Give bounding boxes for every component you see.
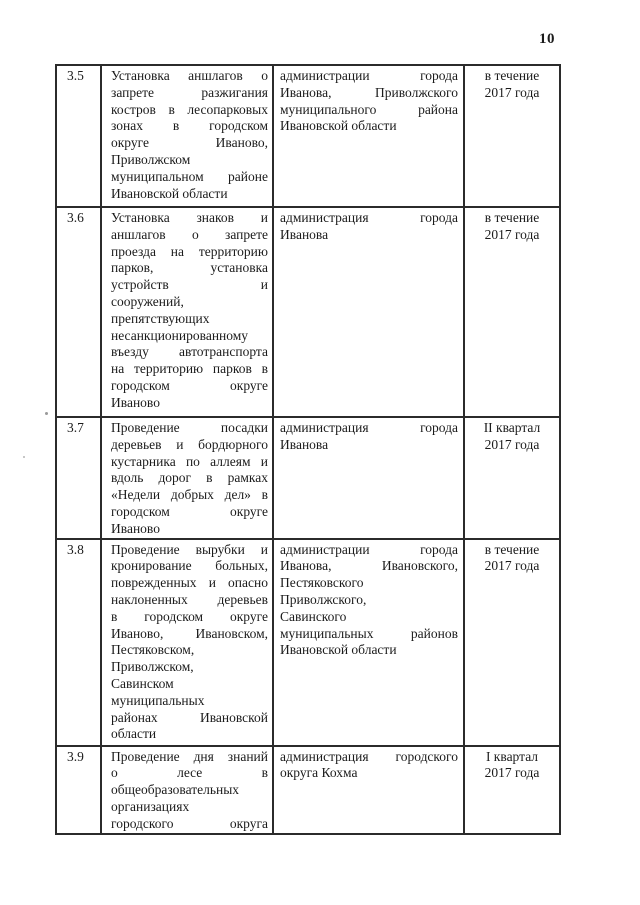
text-line: 2017 года [484, 84, 540, 100]
task-description-cell [101, 207, 273, 417]
text-line: зонах в городском [111, 118, 268, 134]
text-line: 2017 года [484, 436, 540, 452]
text-line: несанкционированному [111, 327, 249, 343]
text-line: I квартал [485, 748, 539, 764]
text-line: Приволжском [111, 151, 191, 167]
text-line: на территорию парков в [111, 361, 268, 377]
text-line: деревьев и бордюрного [111, 436, 268, 452]
text-line: в течение [484, 541, 540, 557]
table-row [56, 746, 560, 834]
text-line: городском округе [111, 377, 268, 393]
row-number-cell: 3.7 [56, 417, 101, 539]
text-line: в городском округе [111, 608, 268, 624]
scan-speck [23, 456, 25, 458]
table-row [56, 65, 560, 207]
scan-speck [45, 412, 48, 415]
text-line: администрации города [280, 68, 458, 83]
text-line: в течение [484, 68, 540, 83]
task-description-cell [101, 65, 273, 207]
text-line: общеобразовательных [111, 782, 240, 798]
text-line: Проведение вырубки и [111, 541, 268, 557]
row-number-cell: 3.8 [56, 539, 101, 746]
text-line: округа Кохма [280, 765, 358, 781]
text-line: о лесе в [111, 765, 268, 781]
text-line: администрация города [280, 420, 458, 435]
responsible-body-cell [273, 539, 464, 746]
task-description-cell [101, 417, 273, 539]
page-number: 10 [539, 31, 555, 47]
text-line: организациях [111, 798, 190, 814]
text-line: Проведение посадки [111, 420, 268, 435]
text-line: Ивановской области [111, 185, 228, 201]
text-line: муниципальном районе [111, 168, 268, 184]
text-line: Приволжском, [111, 659, 194, 675]
responsible-body-cell [273, 207, 464, 417]
deadline-cell [464, 207, 560, 417]
deadline-cell [464, 746, 560, 834]
text-line: сооружений, [111, 293, 184, 309]
row-number-cell: 3.6 [56, 207, 101, 417]
text-line: 2017 года [484, 226, 540, 242]
text-line: Ивановской области [280, 118, 397, 134]
text-line: Пестяковском, [111, 642, 195, 658]
schedule-table [55, 64, 561, 835]
text-line: округе Иваново, [111, 135, 268, 151]
table-row [56, 417, 560, 539]
text-line: аншлагов о запрете [111, 226, 268, 242]
text-line: области [111, 726, 157, 742]
text-line: Иванова [280, 226, 329, 242]
text-line: въезду автотранспорта [111, 344, 268, 360]
text-line: в течение [484, 210, 540, 225]
responsible-body-cell [273, 746, 464, 834]
text-line: запрете разжигания [111, 84, 268, 100]
text-line: Иванова, Приволжского [280, 84, 458, 100]
text-line: костров в лесопарковых [111, 101, 268, 117]
text-line: городского округа [111, 815, 268, 831]
text-line: Установка аншлагов о [111, 68, 268, 83]
text-line: Проведение дня знаний [111, 748, 268, 764]
task-description-cell [101, 539, 273, 746]
text-line: администрации города [280, 541, 458, 557]
text-line: Установка знаков и [111, 210, 268, 225]
responsible-body-cell [273, 65, 464, 207]
text-line: кронирование больных, [111, 558, 268, 574]
text-line: администрация городского [280, 748, 458, 764]
text-line: Иваново, Ивановском, [111, 625, 268, 641]
row-number-cell: 3.5 [56, 65, 101, 207]
text-line: муниципального района [280, 101, 458, 117]
table-row [56, 539, 560, 746]
text-line: вдоль дорог в рамках [111, 470, 268, 486]
text-line: Иванова [280, 436, 329, 452]
deadline-cell [464, 417, 560, 539]
text-line: проезда на территорию [111, 243, 268, 259]
text-line: Иванова, Ивановского, [280, 558, 458, 574]
text-line: районах Ивановской [111, 709, 268, 725]
text-line: муниципальных районов [280, 625, 458, 641]
text-line: Приволжского, [280, 591, 367, 607]
text-line: препятствующих [111, 310, 210, 326]
text-line: Иваново [111, 520, 160, 536]
text-line: Пестяковского [280, 575, 364, 591]
responsible-body-cell [273, 417, 464, 539]
table-row [56, 207, 560, 417]
text-line: городском округе [111, 503, 268, 519]
text-line: Иваново [111, 394, 160, 410]
text-line: парков, установка [111, 260, 268, 276]
deadline-cell [464, 539, 560, 746]
text-line: «Недели добрых дел» в [111, 487, 268, 503]
text-line: наклоненных деревьев [111, 591, 268, 607]
text-line: 2017 года [484, 558, 540, 574]
row-number-cell: 3.9 [56, 746, 101, 834]
text-line: 2017 года [484, 765, 540, 781]
text-line: администрация города [280, 210, 458, 225]
text-line: Савинском [111, 675, 174, 691]
text-line: устройств и [111, 277, 268, 293]
text-line: Савинского [280, 608, 347, 624]
text-line: кустарника по аллеям и [111, 453, 268, 469]
text-line: муниципальных [111, 692, 205, 708]
text-line: Ивановской области [280, 642, 397, 658]
text-line: поврежденных и опасно [111, 575, 268, 591]
text-line: II квартал [483, 420, 541, 435]
task-description-cell [101, 746, 273, 834]
deadline-cell [464, 65, 560, 207]
